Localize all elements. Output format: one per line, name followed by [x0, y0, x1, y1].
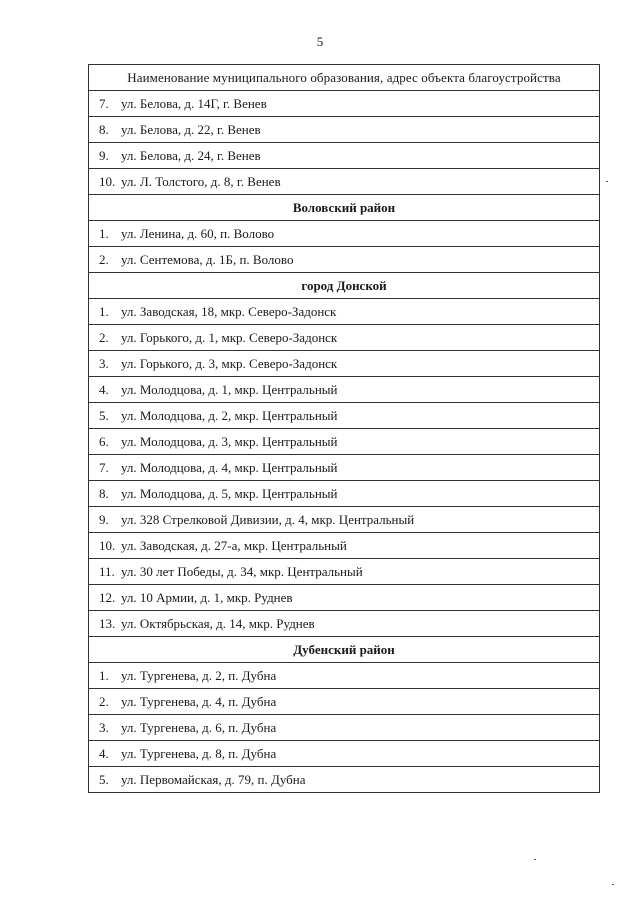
- item-number: 2.: [99, 329, 109, 345]
- scan-speck: [612, 884, 614, 885]
- table-header-cell: Наименование муниципального образования, адрес объекта благоустройства: [89, 65, 600, 91]
- item-address: ул. Молодцова, д. 4, мкр. Центральный: [121, 459, 338, 475]
- item-address: ул. Молодцова, д. 1, мкр. Центральный: [121, 381, 338, 397]
- address-cell: [89, 117, 600, 143]
- item-address: ул. Тургенева, д. 4, п. Дубна: [121, 693, 277, 709]
- item-address: ул. Л. Толстого, д. 8, г. Венев: [121, 173, 281, 189]
- table-row: [89, 377, 600, 403]
- scan-speck: [534, 859, 536, 860]
- item-number: 9.: [99, 511, 109, 527]
- item-address: ул. Первомайская, д. 79, п. Дубна: [121, 771, 306, 787]
- table-row: [89, 143, 600, 169]
- table-row: [89, 767, 600, 793]
- table-row: [89, 117, 600, 143]
- address-cell: [89, 611, 600, 637]
- address-cell: [89, 91, 600, 117]
- address-cell: [89, 169, 600, 195]
- address-cell: [89, 533, 600, 559]
- item-number: 3.: [99, 355, 109, 371]
- item-number: 1.: [99, 303, 109, 319]
- address-cell: [89, 247, 600, 273]
- item-number: 4.: [99, 745, 109, 761]
- address-cell: [89, 221, 600, 247]
- item-number: 8.: [99, 485, 109, 501]
- address-cell: [89, 507, 600, 533]
- item-address: ул. Тургенева, д. 6, п. Дубна: [121, 719, 277, 735]
- table-row: [89, 299, 600, 325]
- item-address: ул. Тургенева, д. 2, п. Дубна: [121, 667, 277, 683]
- item-number: 1.: [99, 667, 109, 683]
- table-row: [89, 715, 600, 741]
- item-number: 12.: [99, 589, 116, 605]
- table-row: [89, 221, 600, 247]
- address-cell: [89, 767, 600, 793]
- item-address: ул. 30 лет Победы, д. 34, мкр. Центральный: [121, 563, 363, 579]
- item-address: ул. Сентемова, д. 1Б, п. Волово: [121, 251, 294, 267]
- section-title: Воловский район: [89, 195, 600, 221]
- section-row: [89, 273, 600, 299]
- item-address: ул. Белова, д. 22, г. Венев: [121, 121, 261, 137]
- item-number: 10.: [99, 173, 116, 189]
- table-row: [89, 351, 600, 377]
- item-number: 7.: [99, 95, 109, 111]
- address-cell: [89, 689, 600, 715]
- section-row: [89, 195, 600, 221]
- address-cell: [89, 325, 600, 351]
- item-number: 13.: [99, 615, 116, 631]
- table-row: [89, 507, 600, 533]
- table-row: [89, 689, 600, 715]
- address-cell: [89, 455, 600, 481]
- table-row: [89, 559, 600, 585]
- table-row: [89, 325, 600, 351]
- scan-speck: [606, 181, 608, 182]
- item-address: ул. Горького, д. 3, мкр. Северо-Задонск: [121, 355, 338, 371]
- item-number: 9.: [99, 147, 109, 163]
- address-cell: [89, 299, 600, 325]
- address-cell: [89, 559, 600, 585]
- item-address: ул. Молодцова, д. 2, мкр. Центральный: [121, 407, 338, 423]
- address-cell: [89, 377, 600, 403]
- address-cell: [89, 715, 600, 741]
- addresses-table: [88, 64, 600, 793]
- item-number: 1.: [99, 225, 109, 241]
- address-cell: [89, 403, 600, 429]
- table-body: [89, 65, 600, 793]
- item-address: ул. Молодцова, д. 3, мкр. Центральный: [121, 433, 338, 449]
- item-number: 2.: [99, 251, 109, 267]
- item-address: ул. 328 Стрелковой Дивизии, д. 4, мкр. Центральный: [121, 511, 415, 527]
- address-cell: [89, 429, 600, 455]
- item-address: ул. 10 Армии, д. 1, мкр. Руднев: [121, 589, 293, 605]
- item-address: ул. Молодцова, д. 5, мкр. Центральный: [121, 485, 338, 501]
- item-number: 6.: [99, 433, 109, 449]
- item-number: 11.: [99, 563, 115, 579]
- table-row: [89, 663, 600, 689]
- address-cell: [89, 481, 600, 507]
- section-row: [89, 637, 600, 663]
- table-row: [89, 741, 600, 767]
- item-address: ул. Белова, д. 24, г. Венев: [121, 147, 261, 163]
- item-address: ул. Октябрьская, д. 14, мкр. Руднев: [121, 615, 315, 631]
- section-title: город Донской: [89, 273, 600, 299]
- item-number: 2.: [99, 693, 109, 709]
- table-row: [89, 533, 600, 559]
- item-number: 4.: [99, 381, 109, 397]
- table-header-row: [89, 65, 600, 91]
- section-title: Дубенский район: [89, 637, 600, 663]
- table-row: [89, 403, 600, 429]
- table-row: [89, 247, 600, 273]
- item-number: 5.: [99, 407, 109, 423]
- table-row: [89, 91, 600, 117]
- item-number: 8.: [99, 121, 109, 137]
- item-address: ул. Заводская, 18, мкр. Северо-Задонск: [121, 303, 337, 319]
- address-cell: [89, 663, 600, 689]
- page-number: 5: [316, 34, 324, 49]
- address-cell: [89, 741, 600, 767]
- item-number: 5.: [99, 771, 109, 787]
- address-cell: [89, 143, 600, 169]
- item-address: ул. Заводская, д. 27-а, мкр. Центральный: [121, 537, 347, 553]
- item-number: 3.: [99, 719, 109, 735]
- table-row: [89, 429, 600, 455]
- item-address: ул. Тургенева, д. 8, п. Дубна: [121, 745, 277, 761]
- table-row: [89, 585, 600, 611]
- table-row: [89, 169, 600, 195]
- address-cell: [89, 351, 600, 377]
- table-row: [89, 481, 600, 507]
- item-number: 10.: [99, 537, 116, 553]
- item-address: ул. Белова, д. 14Г, г. Венев: [121, 95, 267, 111]
- address-cell: [89, 585, 600, 611]
- item-address: ул. Горького, д. 1, мкр. Северо-Задонск: [121, 329, 338, 345]
- table-row: [89, 455, 600, 481]
- table-row: [89, 611, 600, 637]
- item-number: 7.: [99, 459, 109, 475]
- item-address: ул. Ленина, д. 60, п. Волово: [121, 225, 275, 241]
